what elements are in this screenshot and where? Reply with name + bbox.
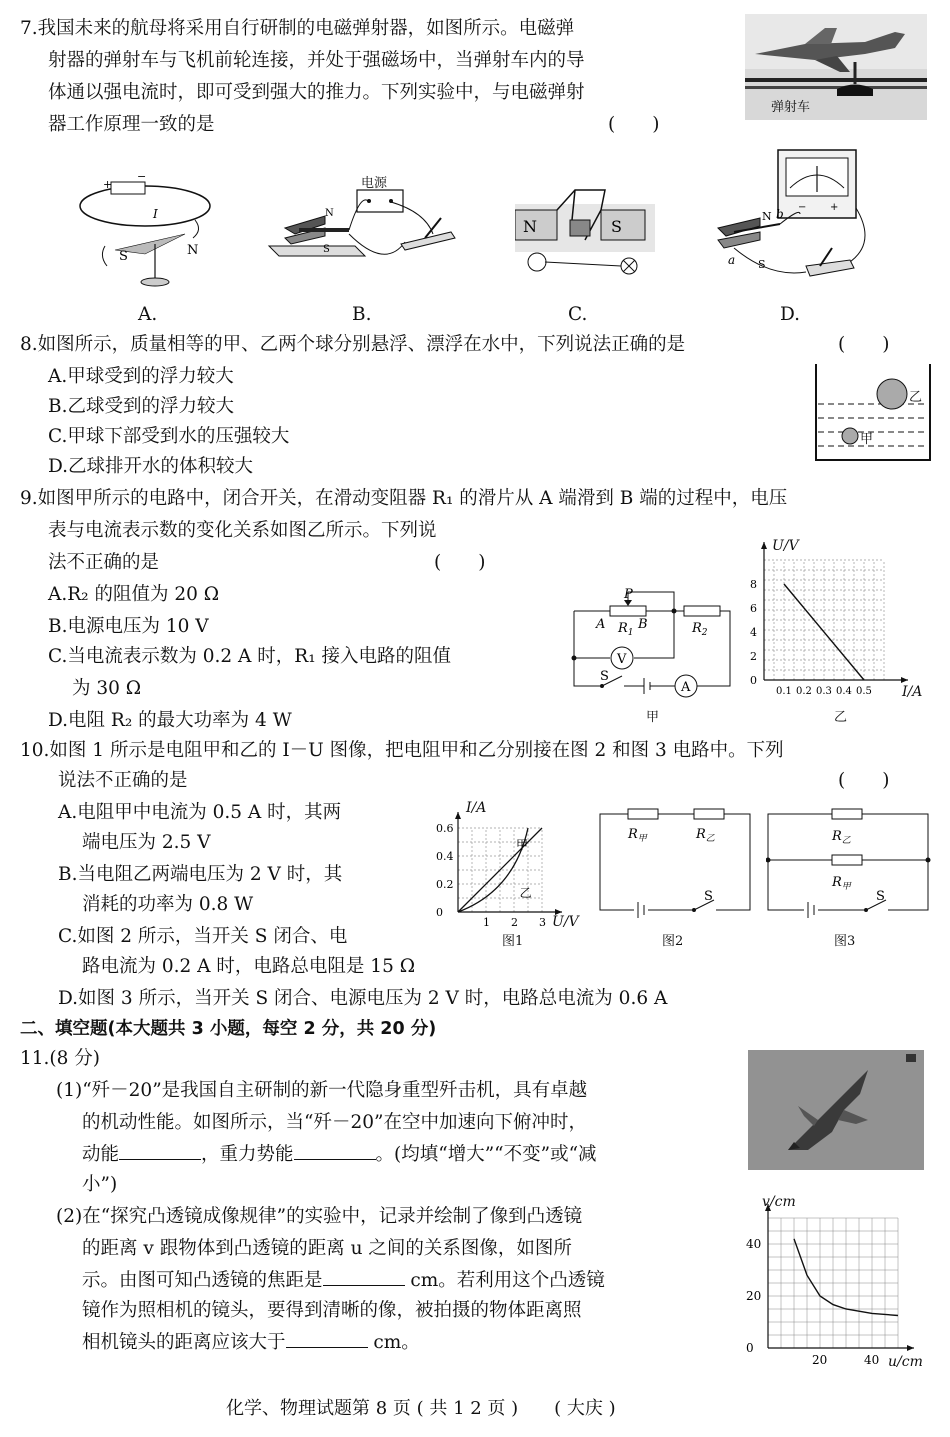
x-tick-label: 20 <box>812 1353 828 1367</box>
svg-text:R1: $R_1$ <box>618 621 634 638</box>
q9-line-3: 法不正确的是 <box>48 552 160 573</box>
q9-line-2: 表与电流表示数的变化关系如图乙所示。下列说 <box>48 520 437 541</box>
q11-p2-line-2: 的距离 v 跟物体到凸透镜的距离 u 之间的关系图像，如图所 <box>82 1238 572 1259</box>
catapult-photo <box>745 14 927 120</box>
svg-text:S: S <box>758 258 766 271</box>
fill-text-a: 动能 <box>82 1144 120 1165</box>
svg-text:S: S <box>323 244 330 255</box>
svg-text:b: b <box>776 207 784 221</box>
q11-p2-line-4: 镜作为照相机的镜头，要得到清晰的像，被拍摄的物体距离照 <box>82 1300 582 1321</box>
svg-text:R甲: $R_甲$ <box>832 875 851 892</box>
y-tick-label: 0 <box>436 906 443 919</box>
q9-option-d: D.电阻 R₂ 的最大功率为 4 W <box>48 710 292 731</box>
q8-option-a: A.甲球受到的浮力较大 <box>48 366 234 387</box>
q8-stem: 8.如图所示，质量相等的甲、乙两个球分别悬浮、漂浮在水中，下列说法正确的是 <box>20 334 686 355</box>
fig1-caption: 图1 <box>502 934 524 949</box>
q10-option-b: B.当电阻乙两端电压为 2 V 时，其 <box>58 864 343 885</box>
fill-text-focal: 示。由图可知凸透镜的焦距是 <box>82 1270 323 1291</box>
q10-line-1: 10.如图 1 所示是电阻甲和乙的 I－U 图像，把电阻甲和乙分别接在图 2 和图 3 电路中。下列 <box>20 740 784 761</box>
q8-option-c: C.甲球下部受到水的压强较大 <box>48 426 290 447</box>
x-axis-arrow <box>901 677 908 683</box>
q10-option-a-cont: 端电压为 2.5 V <box>82 832 211 853</box>
q10-option-d: D.如图 3 所示，当开关 S 闭合、电源电压为 2 V 时，电路总电流为 0.6 A <box>58 988 668 1009</box>
y-tick-label: 4 <box>750 626 757 639</box>
y-tick-label: 0.4 <box>436 850 454 863</box>
blank-focal-length[interactable] <box>323 1267 405 1286</box>
svg-text:A: A <box>681 680 691 695</box>
svg-text:R乙: $R_乙$ <box>832 829 851 846</box>
lens-graph-ylabel: v/cm <box>762 1194 796 1210</box>
option-c-figure <box>515 180 655 280</box>
water-container-figure <box>812 362 936 466</box>
y-tick-label: 0 <box>746 1341 754 1355</box>
q8-option-b: B.乙球受到的浮力较大 <box>48 396 234 417</box>
y-tick-label: 40 <box>746 1237 762 1251</box>
q10-option-c-cont: 路电流为 0.2 A 时，电路总电阻是 15 Ω <box>82 956 416 977</box>
ball-yi-label: 乙 <box>909 390 923 405</box>
q11-p1-line-1: (1)“歼－20”是我国自主研制的新一代隐身重型歼击机，具有卓越 <box>56 1080 588 1101</box>
option-b-figure <box>265 172 460 272</box>
y-tick-label: 20 <box>746 1289 762 1303</box>
fig3-caption: 图3 <box>834 934 856 949</box>
q9-option-a: A.R₂ 的阻值为 20 Ω <box>48 584 220 605</box>
x-tick-label: 2 <box>511 916 518 929</box>
y-axis-arrow <box>761 542 767 549</box>
q11-p1-line-3 <box>82 1140 597 1170</box>
q10-answer-paren: ( ) <box>838 770 890 791</box>
x-tick-label: 3 <box>539 916 546 929</box>
q10-graph-ylabel: I/A <box>466 800 487 816</box>
svg-text:S: S <box>600 669 609 684</box>
section-2-heading: 二、填空题(本大题共 3 小题，每空 2 分，共 20 分) <box>20 1019 437 1039</box>
circuit-caption: 甲 <box>646 710 660 725</box>
q9-graph-ylabel: U/V <box>772 538 799 554</box>
y-tick-label: 0 <box>750 674 757 687</box>
q10-parallel-circuit <box>766 808 934 948</box>
svg-text:V: V <box>617 652 627 667</box>
q8-option-d: D.乙球排开水的体积较大 <box>48 456 254 477</box>
svg-text:R乙: $R_乙$ <box>696 827 715 844</box>
q10-line-2: 说法不正确的是 <box>58 770 188 791</box>
option-a-figure <box>75 168 225 296</box>
q10-graph-xlabel: U/V <box>552 914 579 930</box>
y-axis-arrow <box>455 812 461 819</box>
lens-graph-xlabel: u/cm <box>888 1354 923 1370</box>
svg-text:−: − <box>798 202 807 213</box>
y-tick-label: 8 <box>750 578 757 591</box>
y-tick-label: 0.2 <box>436 878 454 891</box>
fill-text-focal-unit: cm。若利用这个凸透镜 <box>404 1270 605 1291</box>
x-tick-label: 0.5 <box>856 686 872 697</box>
q7-line-4: 器工作原理一致的是 <box>48 114 215 135</box>
q9-option-b: B.电源电压为 10 V <box>48 616 209 637</box>
q9-circuit-figure <box>566 584 738 726</box>
q9-uv-graph <box>742 536 938 728</box>
svg-text:R甲: $R_甲$ <box>628 827 647 844</box>
y-tick-label: 6 <box>750 602 757 615</box>
fill-text-distance: 相机镜头的距离应该大于 <box>82 1332 286 1353</box>
option-d-figure <box>710 148 875 286</box>
fig2-caption: 图2 <box>662 934 684 949</box>
q10-option-b-cont: 消耗的功率为 0.8 W <box>82 894 254 915</box>
y-tick-label: 0.6 <box>436 822 454 835</box>
q8-answer-paren: ( ) <box>838 334 890 355</box>
option-d-label: D. <box>780 304 801 325</box>
svg-text:N: N <box>187 243 199 258</box>
svg-text:+: + <box>830 202 839 213</box>
q11-p1-line-4: 小”) <box>82 1174 118 1195</box>
lens-vu-graph <box>734 1188 934 1372</box>
ball-jia-label: 甲 <box>860 432 874 447</box>
x-tick-label: 0.1 <box>776 686 792 697</box>
fill-text-b: ，重力势能 <box>201 1144 294 1165</box>
blank-kinetic-energy[interactable] <box>119 1141 201 1160</box>
x-tick-label: 1 <box>483 916 490 929</box>
q9-line-1: 9.如图甲所示的电路中，闭合开关，在滑动变阻器 R₁ 的滑片从 A 端滑到 B 端的过程中，电压 <box>20 488 788 509</box>
q9-option-c: C.当电流表示数为 0.2 A 时，R₁ 接入电路的阻值 <box>48 646 452 667</box>
catapult-label: 弹射车 <box>771 100 811 115</box>
svg-text:+: + <box>103 178 113 191</box>
blank-object-distance[interactable] <box>286 1329 368 1348</box>
q7-line-3: 体通以强电流时，即可受到强大的推力。下列实验中，与电磁弹射 <box>48 82 585 103</box>
svg-text:R2: $R_2$ <box>692 621 708 638</box>
svg-text:N: N <box>523 217 537 236</box>
x-tick-label: 40 <box>864 1353 880 1367</box>
option-c-label: C. <box>568 304 588 325</box>
svg-text:a: a <box>728 253 736 267</box>
q11-p2-line-1: (2)在“探究凸透镜成像规律”的实验中，记录并绘制了像到凸透镜 <box>56 1206 583 1227</box>
j20-jet-photo <box>748 1050 924 1170</box>
option-b-label: B. <box>352 304 372 325</box>
q10-iu-graph <box>432 796 592 949</box>
q9-option-c-cont: 为 30 Ω <box>72 678 142 699</box>
svg-text:−: − <box>137 170 147 183</box>
q10-option-c: C.如图 2 所示，当开关 S 闭合、电 <box>58 926 348 947</box>
power-supply-label: 电源 <box>361 176 388 191</box>
svg-text:B: B <box>638 617 648 632</box>
q9-graph-xlabel: I/A <box>902 684 923 700</box>
graph-caption: 乙 <box>834 710 848 725</box>
svg-text:S: S <box>611 217 622 236</box>
blank-potential-energy[interactable] <box>294 1141 376 1160</box>
q11-p2-line-3 <box>82 1266 605 1296</box>
svg-text:S: S <box>876 889 885 904</box>
svg-text:N: N <box>762 210 772 223</box>
svg-text:S: S <box>704 889 713 904</box>
q11-p1-line-2: 的机动性能。如图所示，当“歼－20”在空中加速向下俯冲时， <box>82 1112 587 1133</box>
q11-head: 11.(8 分) <box>20 1048 101 1069</box>
q11-p2-line-5 <box>82 1328 420 1358</box>
svg-text:P: P <box>624 587 633 602</box>
x-tick-label: 0.2 <box>796 686 812 697</box>
page-footer: 化学、物理试题第 8 页 ( 共 1 2 页 ) ( 大庆 ) <box>226 1398 616 1419</box>
q7-line-2: 射器的弹射车与飞机前轮连接，并处于强磁场中，当弹射车内的导 <box>48 50 585 71</box>
q10-series-circuit <box>598 808 758 948</box>
q9-answer-paren: ( ) <box>434 552 486 573</box>
svg-text:S: S <box>119 249 128 264</box>
fill-text-c: 。(均填“增大”“不变”或“减 <box>375 1144 597 1165</box>
x-tick-label: 0.4 <box>836 686 852 697</box>
svg-text:I: I <box>153 207 158 221</box>
series-jia-label: 甲 <box>516 838 529 852</box>
q7-line-1: 7.我国未来的航母将采用自行研制的电磁弹射器，如图所示。电磁弹 <box>20 18 575 39</box>
series-yi-label: 乙 <box>519 886 532 901</box>
fill-text-distance-unit: cm。 <box>367 1332 420 1353</box>
x-axis-arrow <box>907 1345 914 1351</box>
svg-text:N: N <box>325 208 334 219</box>
q7-answer-paren: ( ) <box>608 114 660 135</box>
q10-option-a: A.电阻甲中电流为 0.5 A 时，其两 <box>58 802 342 823</box>
x-tick-label: 0.3 <box>816 686 832 697</box>
y-tick-label: 2 <box>750 650 757 663</box>
svg-text:A: A <box>596 617 606 632</box>
option-a-label: A. <box>138 304 158 325</box>
